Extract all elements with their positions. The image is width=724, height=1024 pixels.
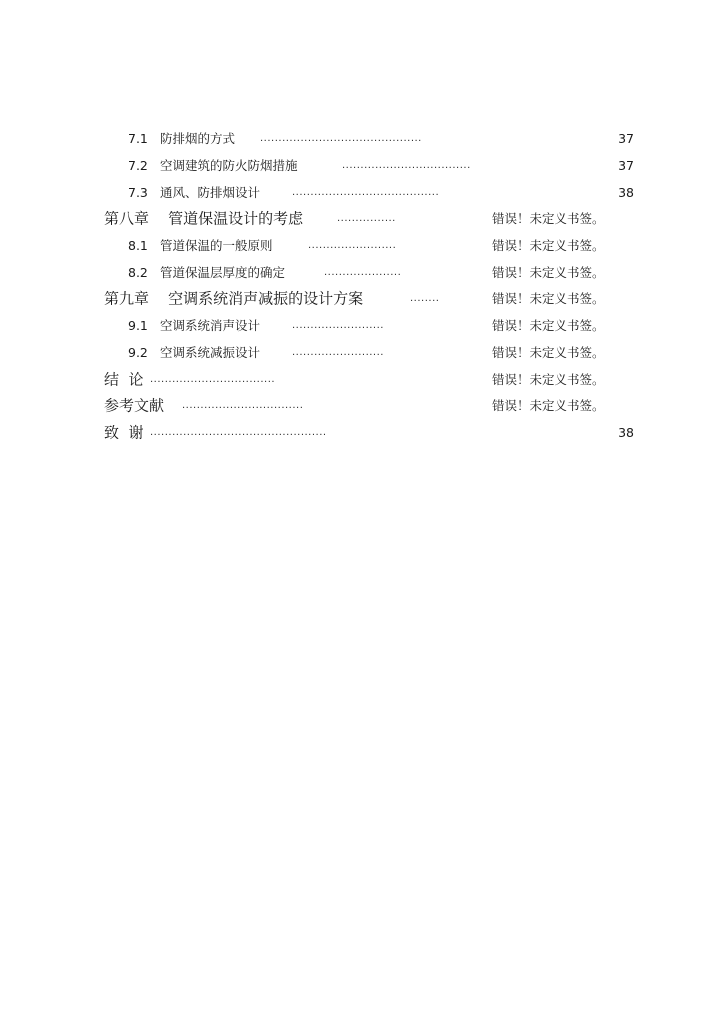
toc-entry-7-1[interactable] xyxy=(104,126,634,153)
toc-entry-8-1[interactable] xyxy=(104,233,634,260)
toc-page-number: 38 xyxy=(618,184,634,200)
toc-entry-number: 9.2 xyxy=(128,344,148,360)
toc-dot-leader: ................................... xyxy=(342,161,471,172)
toc-dot-leader: ........ xyxy=(410,294,440,305)
toc-entry-chapter-9[interactable] xyxy=(104,286,634,313)
toc-chapter-title: 参考文献 xyxy=(104,396,165,415)
toc-chapter-title: 结 论 xyxy=(104,370,144,389)
toc-entry-title: 管道保温的一般原则 xyxy=(160,237,273,253)
toc-chapter-title: 致 谢 xyxy=(104,423,144,442)
toc-entry-chapter-8[interactable] xyxy=(104,206,634,233)
toc-dot-leader: ........................................ xyxy=(292,187,440,198)
toc-entry-9-1[interactable] xyxy=(104,313,634,340)
toc-dot-leader: ............................................ xyxy=(260,134,422,145)
toc-page-reference-error: 错误！未定义书签。 xyxy=(492,371,605,387)
toc-entry-title: 防排烟的方式 xyxy=(160,131,236,147)
toc-chapter-title: 第九章 空调系统消声减振的设计方案 xyxy=(104,289,364,308)
toc-entry-9-2[interactable] xyxy=(104,340,634,367)
toc-dot-leader: ................ xyxy=(337,214,396,225)
toc-entry-number: 8.1 xyxy=(128,237,148,253)
toc-entry-number: 7.3 xyxy=(128,184,148,200)
toc-entry-title: 管道保温层厚度的确定 xyxy=(160,264,286,280)
toc-page-reference-error: 错误！未定义书签。 xyxy=(492,397,605,413)
toc-entry-title: 空调系统消声设计 xyxy=(160,317,261,333)
toc-page-reference-error: 错误！未定义书签。 xyxy=(492,291,605,307)
toc-entry-7-3[interactable] xyxy=(104,179,634,206)
toc-dot-leader: ........................ xyxy=(308,241,397,252)
toc-chapter-title: 第八章 管道保温设计的考虑 xyxy=(104,209,304,228)
toc-page-reference-error: 错误！未定义书签。 xyxy=(492,344,605,360)
toc-entry-title: 空调建筑的防火防烟措施 xyxy=(160,157,298,173)
toc-entry-7-2[interactable] xyxy=(104,153,634,180)
toc-dot-leader: ......................... xyxy=(292,321,384,332)
toc-page-reference-error: 错误！未定义书签。 xyxy=(492,211,605,227)
toc-page-number: 37 xyxy=(618,131,634,147)
toc-dot-leader: ......................... xyxy=(292,347,384,358)
toc-dot-leader: ................................................ xyxy=(150,427,327,438)
toc-page-reference-error: 错误！未定义书签。 xyxy=(492,264,605,280)
toc-entry-8-2[interactable] xyxy=(104,259,634,286)
toc-entry-number: 8.2 xyxy=(128,264,148,280)
toc-entry-number: 7.1 xyxy=(128,131,148,147)
toc-entry-references[interactable] xyxy=(104,393,634,420)
toc-dot-leader: ..................... xyxy=(324,267,402,278)
toc-entry-number: 7.2 xyxy=(128,157,148,173)
toc-dot-leader: .................................. xyxy=(150,374,276,385)
toc-page-reference-error: 错误！未定义书签。 xyxy=(492,317,605,333)
toc-entry-acknowledgements[interactable] xyxy=(104,420,634,447)
toc-entry-conclusion[interactable] xyxy=(104,366,634,393)
toc-page-number: 38 xyxy=(618,424,634,440)
toc-dot-leader: ................................. xyxy=(182,401,304,412)
toc-page-reference-error: 错误！未定义书签。 xyxy=(492,237,605,253)
toc-page-number: 37 xyxy=(618,157,634,173)
toc-entry-title: 空调系统减振设计 xyxy=(160,344,261,360)
toc-entry-title: 通风、防排烟设计 xyxy=(160,184,261,200)
toc-entry-number: 9.1 xyxy=(128,317,148,333)
table-of-contents xyxy=(104,126,634,446)
